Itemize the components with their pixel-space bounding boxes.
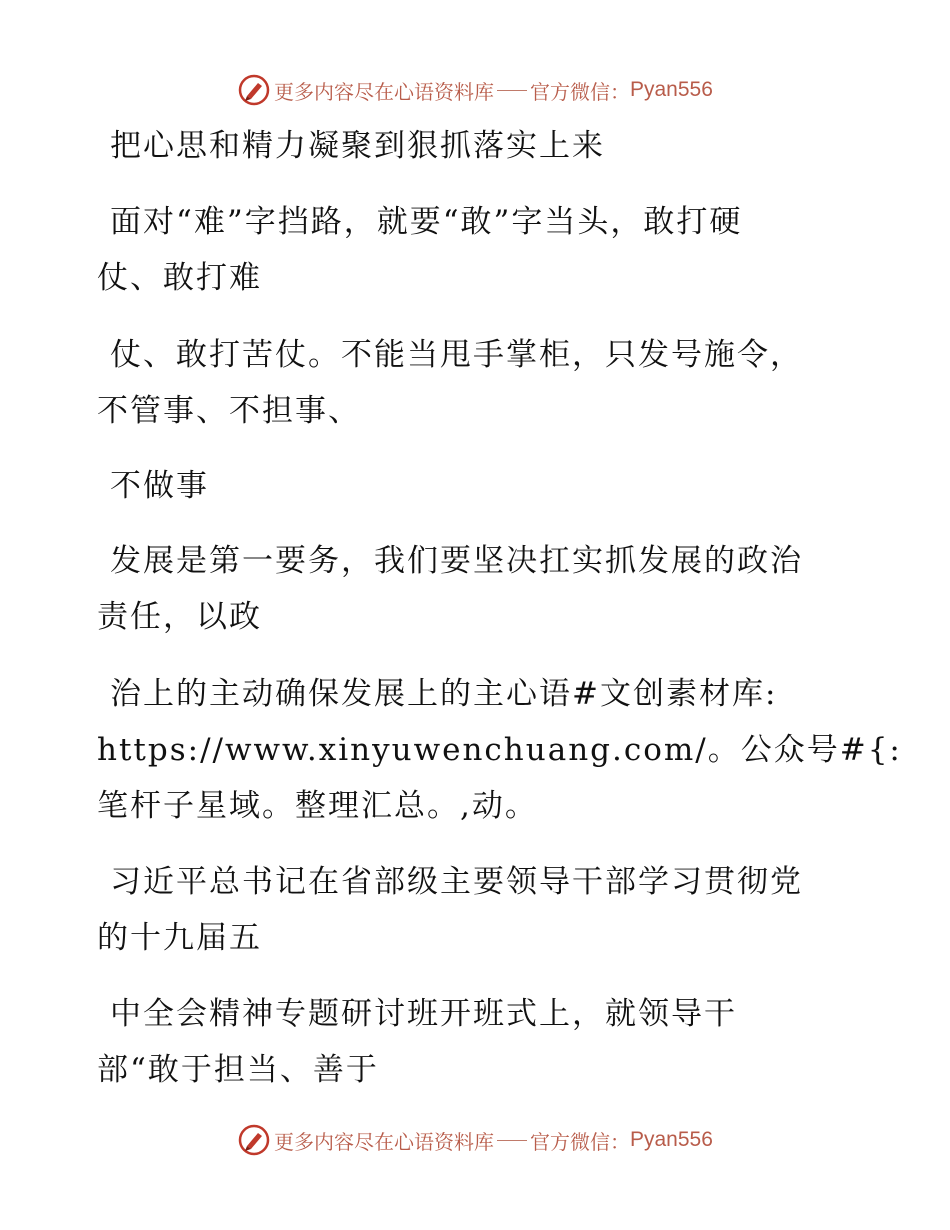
document-line: 的十九届五	[97, 920, 262, 956]
document-line: 把心思和精力凝聚到狠抓落实上来	[110, 128, 605, 164]
document-line: 部“敢于担当、善于	[97, 1052, 379, 1088]
watermark-suffix: 官方微信：	[530, 79, 630, 104]
document-line: 中全会精神专题研讨班开班式上，就领导干	[110, 996, 737, 1032]
watermark-text: 更多内容尽在心语资料库	[274, 1129, 494, 1154]
document-line: 治上的主动确保发展上的主心语#文创素材库:	[110, 676, 778, 712]
document-line: https://www.xinyuwenchuang.com/。公众号#{:	[97, 732, 902, 768]
header-watermark	[238, 73, 713, 107]
document-line: 习近平总书记在省部级主要领导干部学习贯彻党	[110, 864, 803, 900]
watermark-wechat-id: Pyan556	[630, 78, 713, 101]
watermark-text: 更多内容尽在心语资料库	[274, 79, 494, 104]
document-line: 发展是第一要务，我们要坚决扛实抓发展的政治	[110, 543, 803, 579]
document-line: 仗、敢打难	[97, 260, 262, 296]
document-line: 面对“难”字挡路，就要“敢”字当头，敢打硬	[110, 204, 743, 240]
document-line: 仗、敢打苦仗。不能当甩手掌柜，只发号施令，	[110, 337, 803, 373]
watermark-divider	[497, 1140, 527, 1141]
footer-watermark	[238, 1123, 713, 1157]
pen-logo-icon	[238, 74, 270, 106]
document-line: 不做事	[110, 468, 209, 504]
watermark-divider	[497, 90, 527, 91]
watermark-wechat-id: Pyan556	[630, 1128, 713, 1151]
document-line: 不管事、不担事、	[97, 393, 361, 429]
watermark-suffix: 官方微信：	[530, 1129, 630, 1154]
pen-logo-icon	[238, 1124, 270, 1156]
document-line: 笔杆子星域。整理汇总。,动。	[97, 788, 538, 824]
document-line: 责任，以政	[97, 599, 262, 635]
